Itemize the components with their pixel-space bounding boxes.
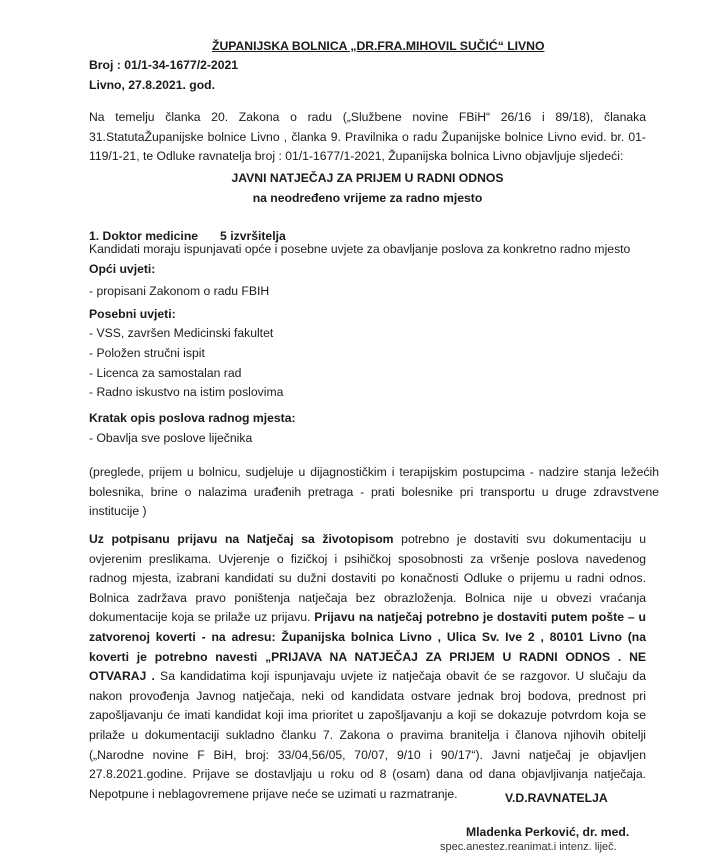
signature-name: Mladenka Perković, dr. med. (466, 825, 630, 839)
job-description-section (89, 409, 659, 448)
announcement-title-line1: JAVNI NATJEČAJ ZA PRIJEM U RADNI ODNOS (231, 171, 504, 185)
special-conditions-heading: Posebni uvjeti: (89, 306, 176, 321)
special-condition-item: - Radno iskustvo na istim poslovima (89, 385, 284, 400)
requirements-intro: Kandidati moraju ispunjavati opće i posebne uvjete za obavljanje poslova za konkretno radno mjesto (89, 242, 631, 256)
intro-paragraph: Na temelju članka 20. Zakona o radu („Službene novine FBiH“ 26/16 i 89/18), članaka 31.StatutaŽupanijske bolnice Livno , članka 9. Pravilnika o radu Županijske bolnice Livno evid. br. 01-119/1-21, te Odluke ravnatelja broj : 01/1-1677/1-2021, Županijska bolnica Livno objavljuje sljedeći: (89, 110, 646, 164)
general-conditions-heading: Opći uvjeti: (89, 261, 156, 276)
requirements-section (89, 240, 659, 403)
institution-title: ŽUPANIJSKA BOLNICA „DR.FRA.MIHOVIL SUČIĆ“ LIVNO (212, 39, 545, 53)
announcement-title (89, 169, 646, 208)
signature-role: V.D.RAVNATELJA (505, 791, 608, 805)
application-paragraph (89, 530, 646, 804)
general-condition-item: - propisani Zakonom o radu FBIH (89, 284, 270, 299)
special-condition-item: - Položen stručni ispit (89, 345, 205, 360)
signature-title: spec.anestez.reanimat.i intenz. liječ. (440, 841, 617, 853)
special-condition-item: - VSS, završen Medicinski fakultet (89, 326, 274, 341)
application-mailing-instructions: Prijavu na natječaj potrebno je dostaviti putem pošte – u zatvorenoj koverti - na adresu: Županijska bolnica Livno , Ulica Sv. Ive 2 , 80101 Livno (na koverti je potrebno navesti „PRIJAVA NA NATJEČAJ ZA PRIJEM U RADNI ODNOS . NE OTVARAJ . (89, 610, 646, 684)
job-description-heading: Kratak opis poslova radnog mjesta: (89, 411, 296, 425)
job-description-item: - Obavlja sve poslove liječnika (89, 430, 253, 445)
special-condition-item: - Licenca za samostalan rad (89, 365, 242, 380)
reference-number: Broj : 01/1-34-1677/2-2021 (89, 58, 239, 72)
position-count: 5 izvršitelja (220, 229, 286, 243)
announcement-title-line2: na neodređeno vrijeme za radno mjesto (252, 190, 483, 205)
application-lead: Uz potpisanu prijavu na Natječaj sa životopisom (89, 532, 394, 546)
reference-block (89, 56, 238, 95)
signature-title-cut (440, 841, 617, 853)
position-name: 1. Doktor medicine (89, 229, 199, 243)
job-description-details: (preglede, prijem u bolnicu, sudjeluje u dijagnostičkim i terapijskim postupcima - nadzire stanja ležećih bolesnika, brine o nalazima urađenih pretraga - prati bolesnike pri transportu u druge zdravstvene institucije ) (89, 465, 659, 519)
application-text-3: Sa kandidatima koji ispunjavaju uvjete iz natječaja obavit će se razgovor. U slučaju da nakon provođenja Javnog natječaja, neki od kandidata ostvare jednak broj bodova, prednost pri zapošljavanju će imati kandidat koji ima prioritet u zapošljavanju a koji se dokazuje potvrdom koja se prilaže u dokumentaciji sukladno članku 7. Zakona o pravima branitelja i članova njihovih obitelji („Narodne novine F BiH, broj: 33/04,56/05, 70/07, 9/10 i 90/17“). Javni natječaj je objavljen 27.8.2021.godine. Prijave se dostavljaju u roku od 8 (osam) dana od dana objavljivanja natječaja. Nepotpune i neblagovremene prijave neće se uzimati u razmatranje. (89, 669, 646, 801)
place-date: Livno, 27.8.2021. god. (89, 77, 215, 92)
application-text-1: potrebno je dostaviti svu dokumentaciju u ovjerenim preslikama. Uvjerenje o fizičkoj i psihičkoj sposobnosti za vršenje poslova navedenog radnog mjesta, izabrani kandidati su dužni dostaviti po konačnosti Odluke o prijemu u radni odnos. Bolnica zadržava pravo poništenja natječaja bez obrazloženja. Bolnica nije u obvezi vraćanja dokumentacije koja se prilaže uz prijavu. (89, 532, 646, 625)
